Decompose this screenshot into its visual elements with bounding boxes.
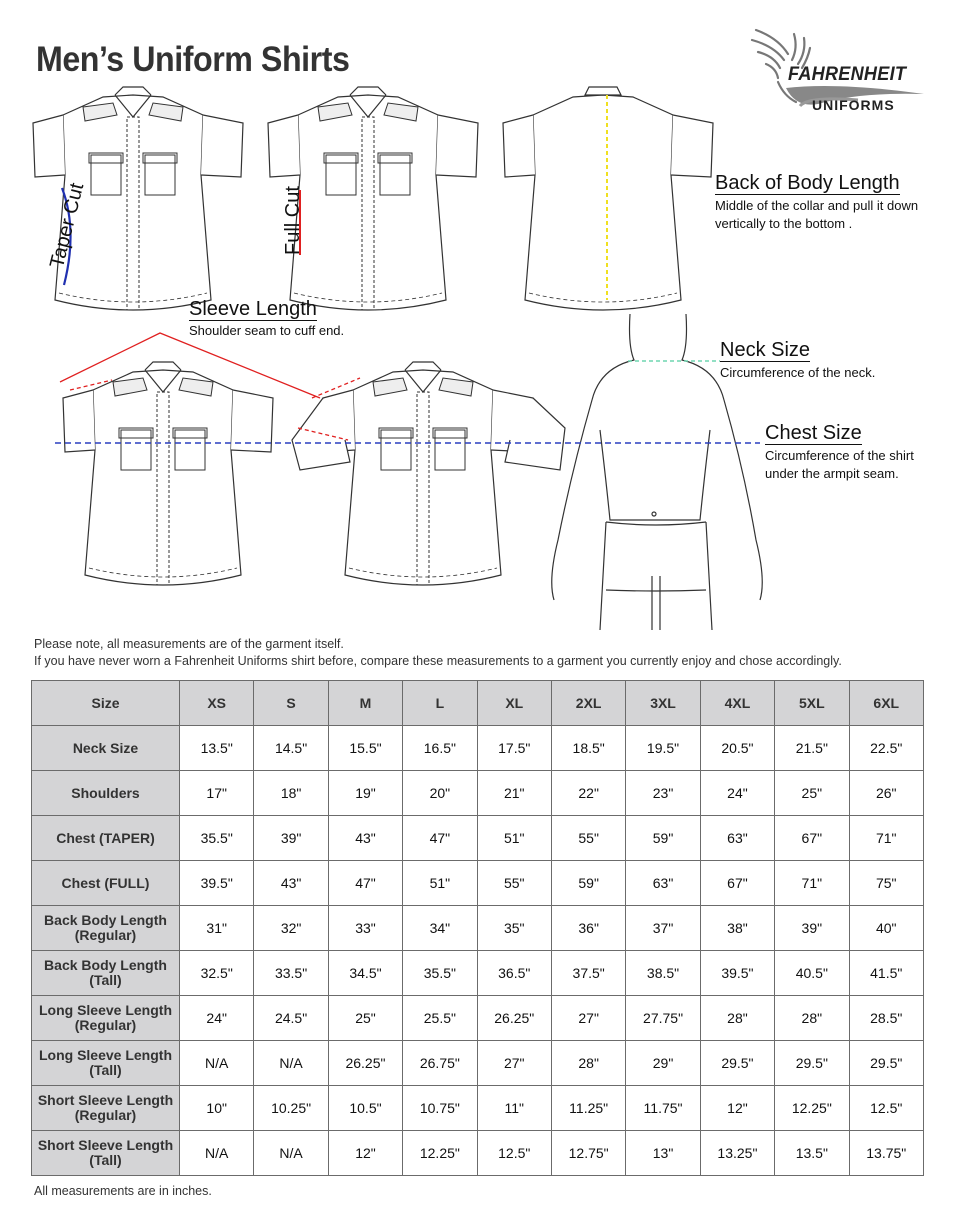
- row-label-line1: Short Sleeve Length: [37, 1137, 174, 1153]
- chest-size-desc: [765, 447, 914, 483]
- table-cell: 35.5": [403, 951, 477, 996]
- size-header: 5XL: [775, 681, 849, 726]
- neck-size-heading: Neck Size: [720, 339, 811, 361]
- page-title: Men’s Uniform Shirts: [36, 40, 350, 79]
- table-cell: 47": [403, 816, 477, 861]
- table-cell: 10.25": [254, 1086, 328, 1131]
- back-body-desc-line1: Middle of the collar and pull it down: [715, 198, 919, 213]
- table-cell: 33.5": [254, 951, 328, 996]
- table-row: [32, 996, 924, 1041]
- table-cell: 29.5": [849, 1041, 923, 1086]
- row-label-line1: Short Sleeve Length: [37, 1092, 174, 1108]
- table-cell: 20.5": [700, 726, 774, 771]
- table-cell: 47": [328, 861, 402, 906]
- size-header: XS: [180, 681, 254, 726]
- row-label: [32, 771, 180, 816]
- table-cell: 22": [551, 771, 625, 816]
- table-cell: 39.5": [700, 951, 774, 996]
- table-cell: 18.5": [551, 726, 625, 771]
- size-chart-table: [31, 680, 924, 1176]
- table-cell: 32.5": [180, 951, 254, 996]
- table-cell: 18": [254, 771, 328, 816]
- table-cell: 26.75": [403, 1041, 477, 1086]
- table-cell: 26.25": [328, 1041, 402, 1086]
- table-cell: 29.5": [775, 1041, 849, 1086]
- table-cell: 13.75": [849, 1131, 923, 1176]
- table-cell: 37": [626, 906, 700, 951]
- neck-size-desc: Circumference of the neck.: [720, 365, 876, 380]
- table-cell: 12.75": [551, 1131, 625, 1176]
- table-cell: 21": [477, 771, 551, 816]
- table-cell: 29.5": [700, 1041, 774, 1086]
- table-row: [32, 1131, 924, 1176]
- row-label-line1: Back Body Length: [44, 912, 167, 928]
- chest-size-desc-line1: Circumference of the shirt: [765, 448, 914, 463]
- table-cell: 25": [775, 771, 849, 816]
- size-header: 6XL: [849, 681, 923, 726]
- table-cell: 39": [775, 906, 849, 951]
- table-cell: 34.5": [328, 951, 402, 996]
- table-cell: 13": [626, 1131, 700, 1176]
- table-cell: 24.5": [254, 996, 328, 1041]
- table-cell: 11.25": [551, 1086, 625, 1131]
- table-cell: 29": [626, 1041, 700, 1086]
- chest-size-desc-line2: under the armpit seam.: [765, 466, 899, 481]
- logo-word-fahrenheit: FAHRENHEIT: [788, 64, 907, 85]
- table-cell: 13.25": [700, 1131, 774, 1176]
- row-label: [32, 726, 180, 771]
- table-cell: 28": [551, 1041, 625, 1086]
- table-cell: 28.5": [849, 996, 923, 1041]
- table-cell: 16.5": [403, 726, 477, 771]
- table-cell: 19": [328, 771, 402, 816]
- size-header: 2XL: [551, 681, 625, 726]
- table-cell: 55": [551, 816, 625, 861]
- table-cell: 38.5": [626, 951, 700, 996]
- table-cell: 35": [477, 906, 551, 951]
- table-cell: 10.75": [403, 1086, 477, 1131]
- logo-word-uniforms: UNIFORMS: [812, 97, 895, 113]
- table-row: [32, 771, 924, 816]
- table-cell: 59": [551, 861, 625, 906]
- table-cell: 26.25": [477, 996, 551, 1041]
- table-row: [32, 906, 924, 951]
- size-header: L: [403, 681, 477, 726]
- row-label-line2: (Regular): [74, 1107, 137, 1123]
- table-cell: 15.5": [328, 726, 402, 771]
- table-cell: 28": [700, 996, 774, 1041]
- table-corner-header: Size: [32, 681, 180, 726]
- table-cell: 25": [328, 996, 402, 1041]
- table-cell: 32": [254, 906, 328, 951]
- back-body-desc: [715, 197, 918, 233]
- table-cell: 24": [180, 996, 254, 1041]
- table-cell: 14.5": [254, 726, 328, 771]
- sleeve-length-desc: Shoulder seam to cuff end.: [189, 323, 345, 338]
- table-cell: 37.5": [551, 951, 625, 996]
- table-cell: 67": [775, 816, 849, 861]
- table-cell: 55": [477, 861, 551, 906]
- chest-size-heading: Chest Size: [765, 422, 862, 444]
- row-label-line1: Chest (TAPER): [56, 829, 155, 846]
- size-header: M: [328, 681, 402, 726]
- table-row: [32, 1086, 924, 1131]
- sleeve-length-heading: Sleeve Length: [189, 298, 317, 320]
- table-row: [32, 861, 924, 906]
- table-cell: 17": [180, 771, 254, 816]
- table-cell: 12": [328, 1131, 402, 1176]
- row-label: [32, 816, 180, 861]
- table-cell: 43": [254, 861, 328, 906]
- table-cell: 27.75": [626, 996, 700, 1041]
- row-label-line2: (Regular): [74, 1017, 137, 1033]
- size-header: 4XL: [700, 681, 774, 726]
- table-cell: 13.5": [180, 726, 254, 771]
- table-cell: 10": [180, 1086, 254, 1131]
- table-cell: 10.5": [328, 1086, 402, 1131]
- row-label-line1: Chest (FULL): [61, 874, 150, 891]
- taper-cut-label: Taper Cut: [46, 180, 89, 271]
- table-cell: 51": [403, 861, 477, 906]
- table-cell: 63": [700, 816, 774, 861]
- table-cell: 25.5": [403, 996, 477, 1041]
- table-cell: 12.25": [403, 1131, 477, 1176]
- table-cell: 21.5": [775, 726, 849, 771]
- short-sleeve-shirt: [63, 362, 273, 585]
- row-label: [32, 996, 180, 1041]
- row-label: [32, 861, 180, 906]
- table-cell: 17.5": [477, 726, 551, 771]
- row-label-line2: (Tall): [89, 972, 122, 988]
- row-label-line2: (Regular): [74, 927, 137, 943]
- row-label-line1: Long Sleeve Length: [38, 1002, 172, 1018]
- row-label: [32, 1086, 180, 1131]
- table-cell: 19.5": [626, 726, 700, 771]
- row-label-line1: Shoulders: [71, 784, 140, 801]
- table-cell: 12": [700, 1086, 774, 1131]
- table-cell: 13.5": [775, 1131, 849, 1176]
- table-cell: 11": [477, 1086, 551, 1131]
- table-cell: 27": [477, 1041, 551, 1086]
- row-label-line2: (Tall): [89, 1062, 122, 1078]
- table-cell: 71": [849, 816, 923, 861]
- table-cell: 28": [775, 996, 849, 1041]
- table-header-row: [32, 681, 924, 726]
- table-cell: 27": [551, 996, 625, 1041]
- table-cell: 12.5": [849, 1086, 923, 1131]
- table-cell: 67": [700, 861, 774, 906]
- table-cell: 39.5": [180, 861, 254, 906]
- table-cell: 36": [551, 906, 625, 951]
- table-cell: 38": [700, 906, 774, 951]
- table-cell: N/A: [254, 1041, 328, 1086]
- full-cut-label: Full Cut: [282, 186, 304, 255]
- table-cell: 22.5": [849, 726, 923, 771]
- note-line-2: If you have never worn a Fahrenheit Uniforms shirt before, compare these measurements to a garment you currently enjoy and chose accordingly.: [34, 654, 842, 668]
- table-cell: 12.25": [775, 1086, 849, 1131]
- table-cell: N/A: [254, 1131, 328, 1176]
- size-header: S: [254, 681, 328, 726]
- table-cell: 39": [254, 816, 328, 861]
- size-header: XL: [477, 681, 551, 726]
- table-cell: 26": [849, 771, 923, 816]
- table-cell: 71": [775, 861, 849, 906]
- table-cell: 11.75": [626, 1086, 700, 1131]
- row-label-line2: (Tall): [89, 1152, 122, 1168]
- row-label: [32, 1041, 180, 1086]
- row-label: [32, 1131, 180, 1176]
- table-row: [32, 726, 924, 771]
- table-row: [32, 951, 924, 996]
- size-header: 3XL: [626, 681, 700, 726]
- table-row: [32, 816, 924, 861]
- table-cell: 63": [626, 861, 700, 906]
- row-label-line1: Long Sleeve Length: [38, 1047, 172, 1063]
- note-line-1: Please note, all measurements are of the garment itself.: [34, 637, 344, 651]
- table-cell: N/A: [180, 1041, 254, 1086]
- table-cell: 34": [403, 906, 477, 951]
- table-cell: 59": [626, 816, 700, 861]
- table-cell: 36.5": [477, 951, 551, 996]
- table-cell: 43": [328, 816, 402, 861]
- table-cell: 20": [403, 771, 477, 816]
- row-label-line1: Neck Size: [72, 739, 139, 756]
- table-cell: 75": [849, 861, 923, 906]
- table-cell: 24": [700, 771, 774, 816]
- row-label: [32, 951, 180, 996]
- table-cell: 23": [626, 771, 700, 816]
- back-shirt: [503, 87, 713, 310]
- table-cell: 51": [477, 816, 551, 861]
- row-label: [32, 906, 180, 951]
- table-cell: 40.5": [775, 951, 849, 996]
- back-body-heading: Back of Body Length: [715, 172, 900, 194]
- back-body-desc-line2: vertically to the bottom .: [715, 216, 853, 231]
- table-cell: 31": [180, 906, 254, 951]
- long-sleeve-shirt: [323, 362, 533, 585]
- table-cell: N/A: [180, 1131, 254, 1176]
- footer-note: All measurements are in inches.: [34, 1184, 212, 1198]
- table-cell: 12.5": [477, 1131, 551, 1176]
- row-label-line1: Back Body Length: [44, 957, 167, 973]
- table-cell: 33": [328, 906, 402, 951]
- table-cell: 41.5": [849, 951, 923, 996]
- table-row: [32, 1041, 924, 1086]
- table-cell: 40": [849, 906, 923, 951]
- table-cell: 35.5": [180, 816, 254, 861]
